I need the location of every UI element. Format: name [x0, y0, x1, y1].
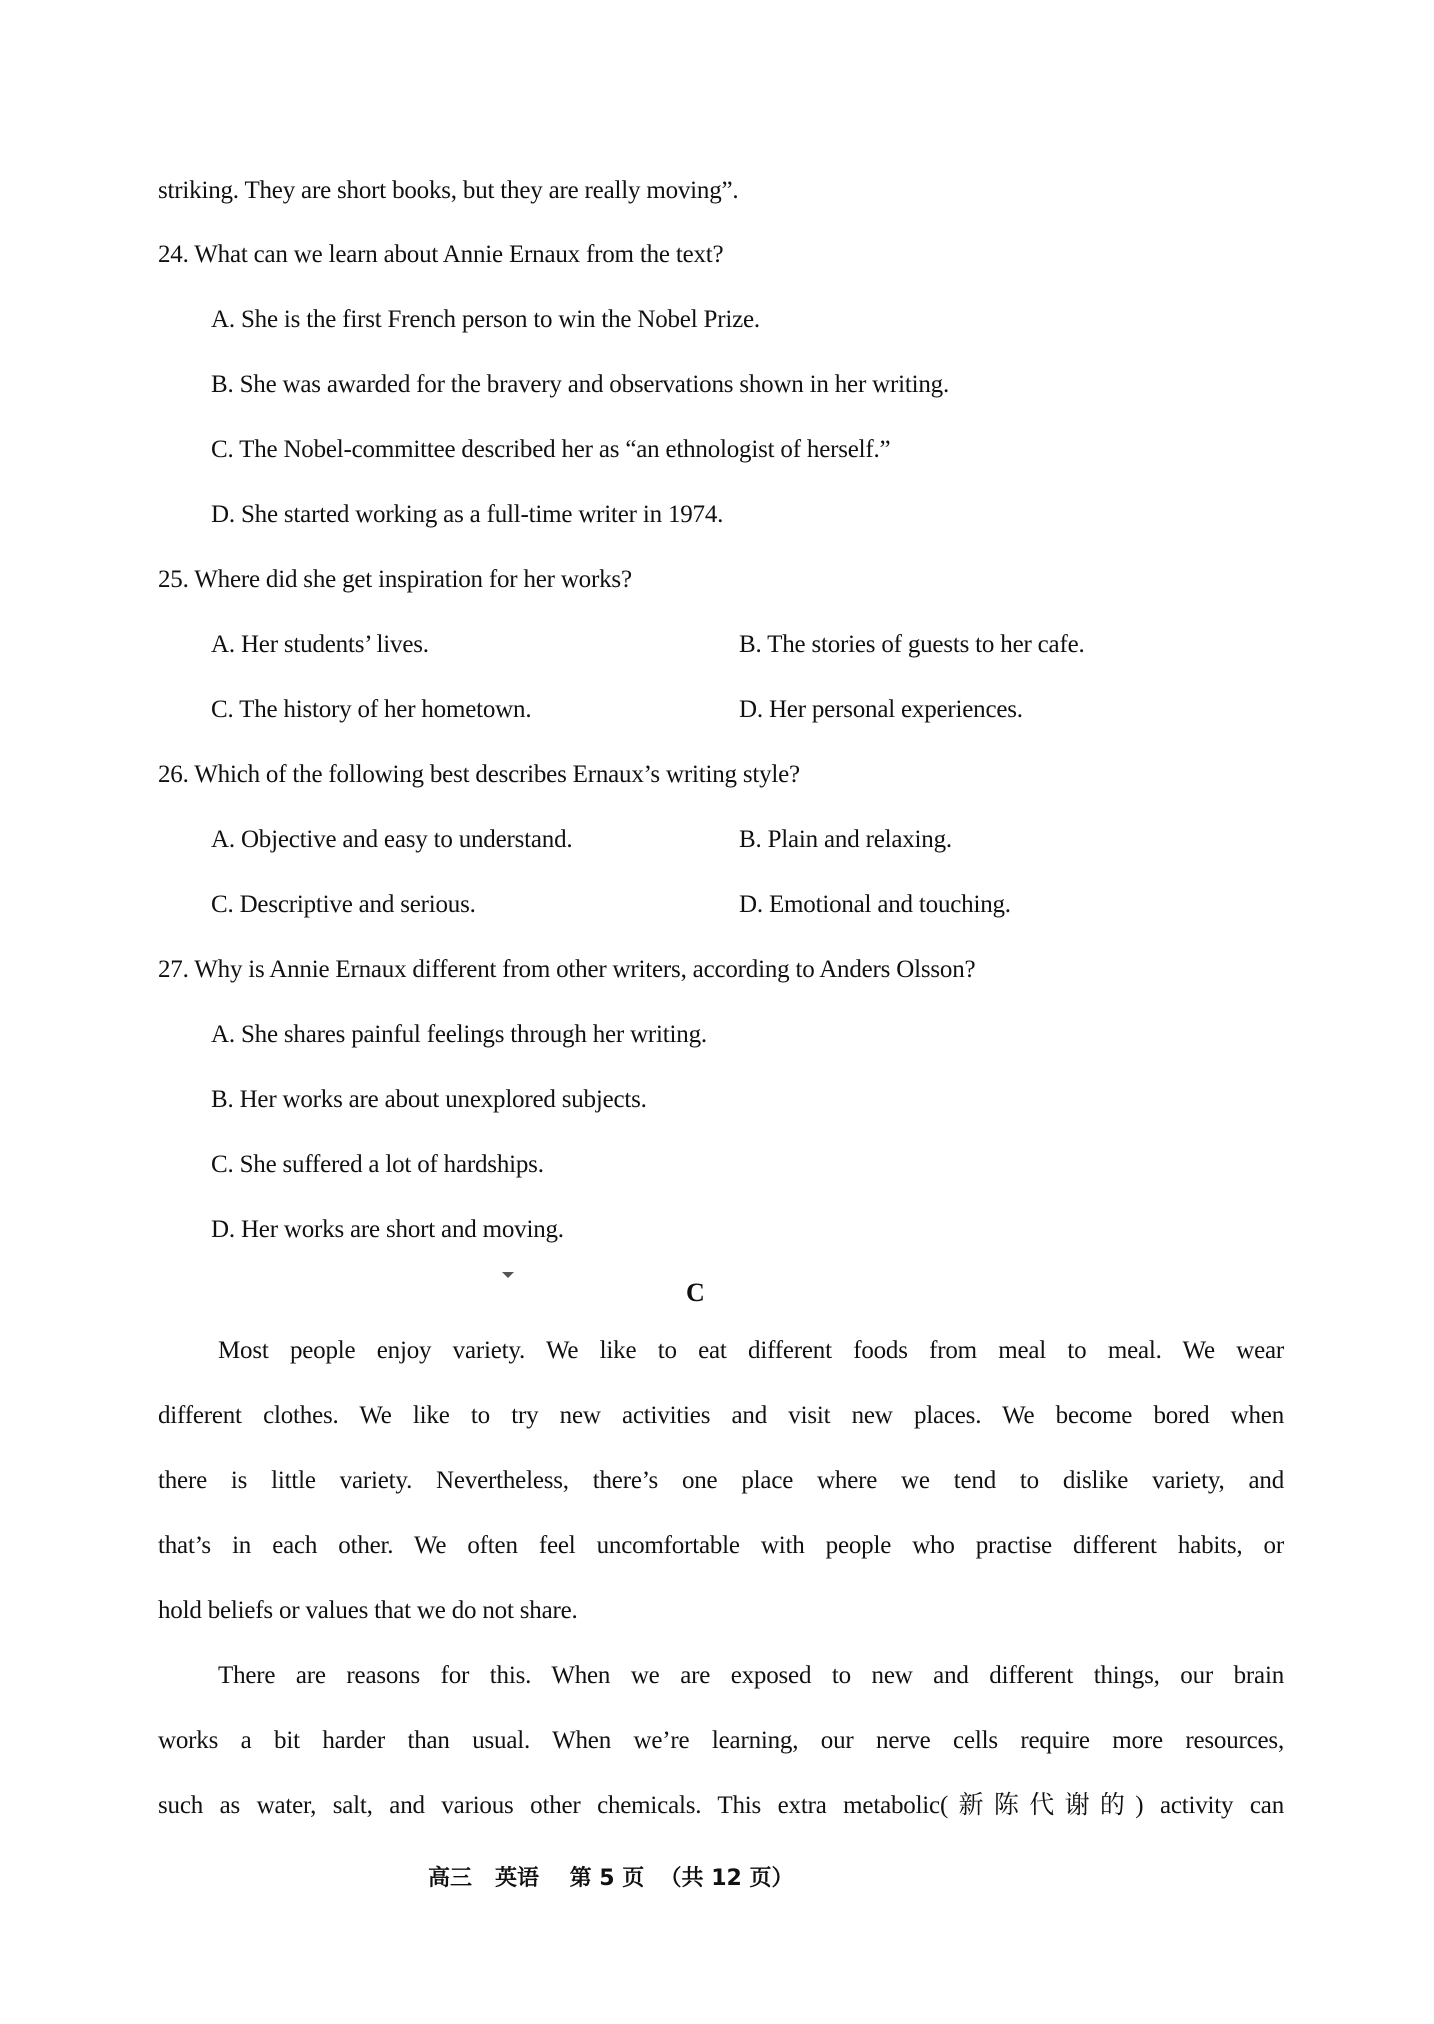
section-c-p1-line-4: that’s in each other. We often feel uncomfortable with people who practise different habits, or — [158, 1532, 1284, 1559]
question-25-option-d: D. Her personal experiences. — [739, 696, 1023, 723]
page-footer: 高三 英语 第 5 页 （共 12 页） — [428, 1866, 794, 1891]
section-c-p2-line-2: works a bit harder than usual. When we’re learning, our nerve cells require more resources, — [158, 1727, 1284, 1754]
question-25-option-c: C. The history of her hometown. — [211, 696, 532, 723]
question-26-option-d: D. Emotional and touching. — [739, 891, 1011, 918]
question-24-option-a: A. She is the first French person to win the Nobel Prize. — [211, 306, 760, 333]
section-c-p2-line-3: such as water, salt, and various other chemicals. This extra metabolic(新陈代谢的) activity can — [158, 1792, 1284, 1819]
question-27-stem: 27. Why is Annie Ernaux different from other writers, according to Anders Olsson? — [158, 956, 976, 983]
question-26-stem: 26. Which of the following best describes Ernaux’s writing style? — [158, 761, 800, 788]
question-25-stem: 25. Where did she get inspiration for her works? — [158, 566, 632, 593]
passage-b-tail: striking. They are short books, but they are really moving”. — [158, 177, 739, 204]
question-25-option-a: A. Her students’ lives. — [211, 631, 429, 658]
question-26-option-c: C. Descriptive and serious. — [211, 891, 476, 918]
question-25-option-b: B. The stories of guests to her cafe. — [739, 631, 1085, 658]
question-26-option-a: A. Objective and easy to understand. — [211, 826, 573, 853]
section-c-p2-line-1: There are reasons for this. When we are exposed to new and different things, our brain — [218, 1662, 1284, 1689]
question-27-option-b: B. Her works are about unexplored subjects. — [211, 1086, 647, 1113]
question-27-option-a: A. She shares painful feelings through her writing. — [211, 1021, 707, 1048]
question-24-stem: 24. What can we learn about Annie Ernaux from the text? — [158, 241, 724, 268]
question-24-option-b: B. She was awarded for the bravery and observations shown in her writing. — [211, 371, 949, 398]
question-24-option-d: D. She started working as a full-time writer in 1974. — [211, 501, 724, 528]
section-c-p1-line-5: hold beliefs or values that we do not share. — [158, 1597, 578, 1624]
section-c-p1-line-2: different clothes. We like to try new activities and visit new places. We become bored when — [158, 1402, 1284, 1429]
section-c-heading: C — [686, 1278, 705, 1307]
scan-artifact-mark — [502, 1272, 514, 1278]
section-c-p1-line-3: there is little variety. Nevertheless, there’s one place where we tend to dislike variety, and — [158, 1467, 1284, 1494]
question-27-option-d: D. Her works are short and moving. — [211, 1216, 564, 1243]
section-c-p1-line-1: Most people enjoy variety. We like to eat different foods from meal to meal. We wear — [218, 1337, 1284, 1364]
question-24-option-c: C. The Nobel-committee described her as “an ethnologist of herself.” — [211, 436, 891, 463]
question-26-option-b: B. Plain and relaxing. — [739, 826, 952, 853]
question-27-option-c: C. She suffered a lot of hardships. — [211, 1151, 544, 1178]
